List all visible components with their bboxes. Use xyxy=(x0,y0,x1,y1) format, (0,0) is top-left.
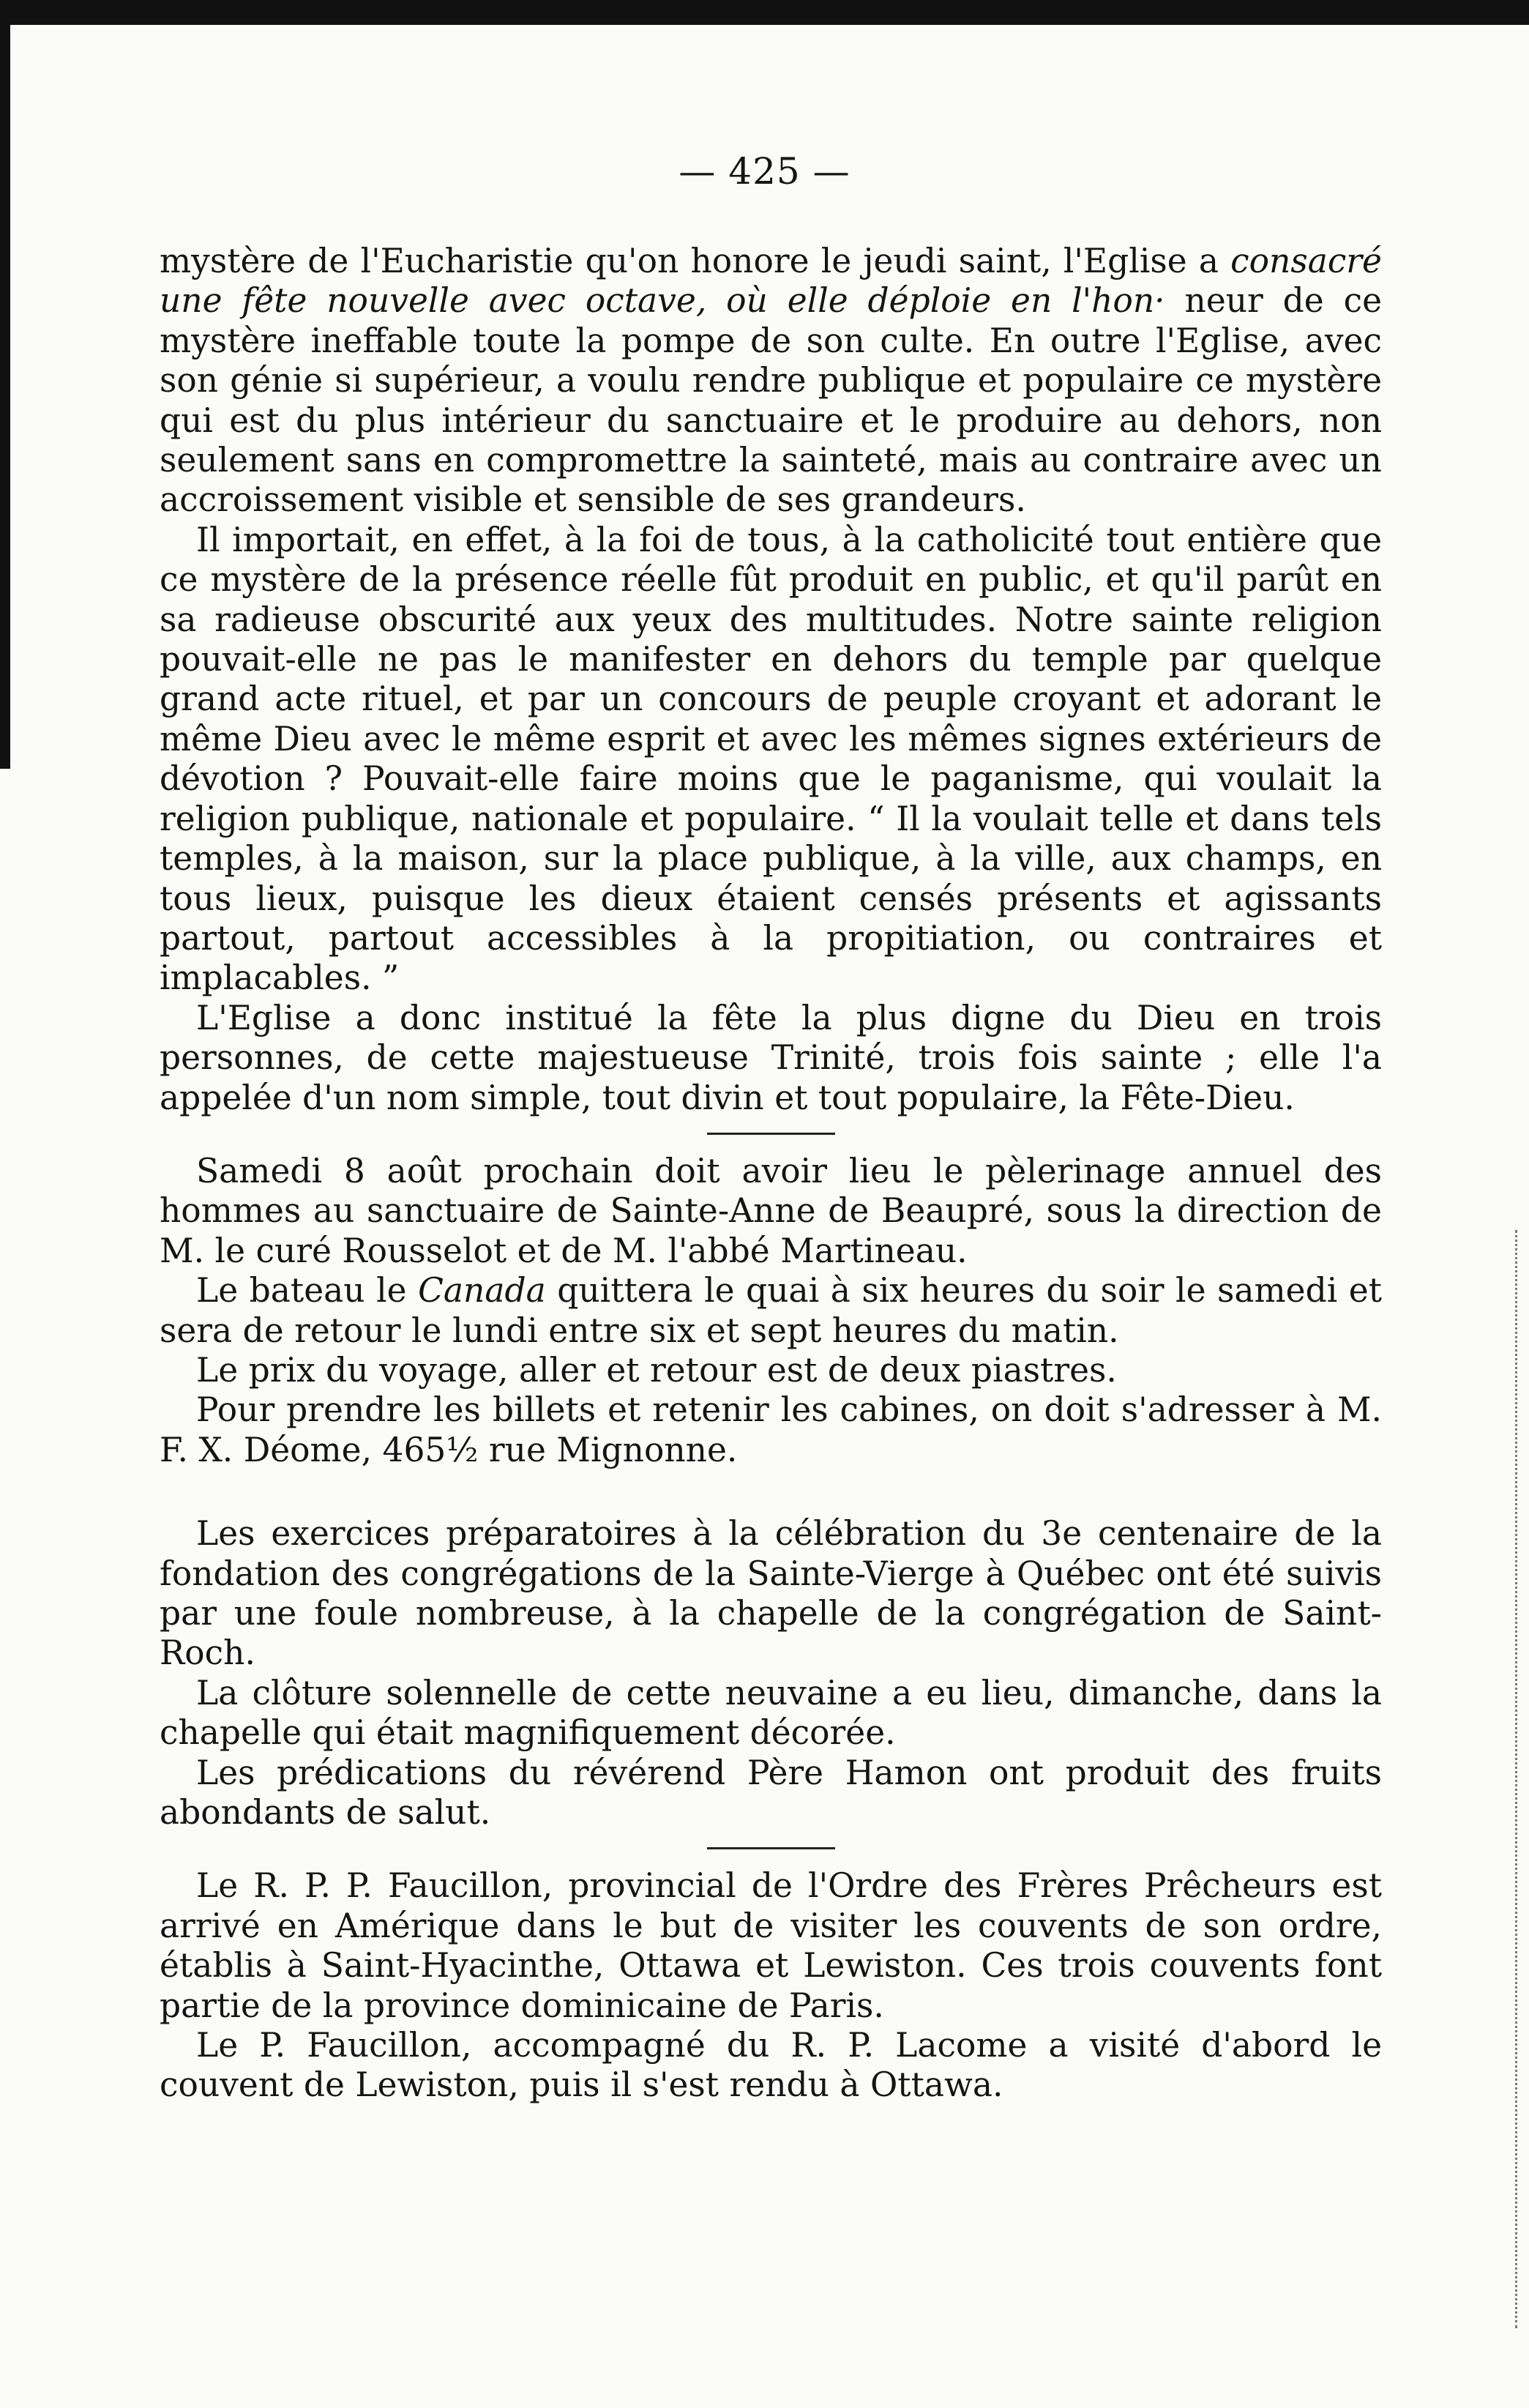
paragraph-lewiston: Le P. Faucillon, accompagné du R. P. Lacome a visité d'abord le couvent de Lewiston, puis il s'est rendu à Ottawa. xyxy=(160,2026,1382,2105)
paragraph-importait: Il importait, en effet, à la foi de tous, à la catholicité tout entière que ce mystère de la présence réelle fût produit en public, et qu'il parût en sa radieuse obscurité aux yeux des multitudes. Notre sainte religion pouvait-elle ne pas le manifester en dehors du temple par quelque grand acte rituel, et par un concours de peuple croyant et adorant le même Dieu avec le même esprit et avec les mêmes signes extérieurs de dévotion ? Pouvait-elle faire moins que le paganisme, qui voulait la religion publique, nationale et populaire. “ Il la voulait telle et dans tels temples, à la maison, sur la place publique, à la ville, aux champs, en tous lieux, puisque les dieux étaient censés présents et agissants partout, partout accessibles à la propitiation, ou contraires et implacables. ” xyxy=(160,520,1382,998)
scan-top-edge xyxy=(0,0,1529,25)
section-divider xyxy=(707,1847,835,1849)
paragraph-cloture: La clôture solennelle de cette neuvaine a eu lieu, dimanche, dans la chapelle qui était magnifiquement décorée. xyxy=(160,1673,1382,1753)
ship-name: Canada xyxy=(418,1271,546,1311)
scan-right-edge-marks xyxy=(1511,1230,1517,2328)
paragraph-text: neur de ce mystère ineffable toute la pompe de son culte. En outre l'Eglise, avec son génie si supérieur, a voulu rendre publique et populaire ce mystère qui est du plus intérieur du sanctuaire et le produire au dehors, non seulement sans en compromettre la sainteté, mais au contraire avec un accroissement visible et sensible de ses grandeurs. xyxy=(160,281,1382,520)
body-text xyxy=(160,242,1382,2106)
paragraph-billets: Pour prendre les billets et retenir les cabines, on doit s'adresser à M. F. X. Déome, 465½ rue Mignonne. xyxy=(160,1390,1382,1469)
paragraph-predications: Les prédications du révérend Père Hamon ont produit des fruits abondants de salut. xyxy=(160,1753,1382,1833)
paragraph-pelerinage: Samedi 8 août prochain doit avoir lieu le pèlerinage annuel des hommes au sanctuaire de Sainte-Anne de Beaupré, sous la direction de M. le curé Rousselot et de M. l'abbé Martineau. xyxy=(160,1151,1382,1270)
paragraph-fete-dieu: L'Eglise a donc institué la fête la plus digne du Dieu en trois personnes, de cette majestueuse Trinité, trois fois sainte ; elle l'a appelée d'un nom simple, tout divin et tout populaire, la Fête-Dieu. xyxy=(160,998,1382,1117)
paragraph-prix: Le prix du voyage, aller et retour est de deux piastres. xyxy=(196,1350,1117,1390)
paragraph-text: mystère de l'Eucharistie qu'on honore le jeudi saint, l'Eglise a xyxy=(160,242,1231,280)
scan-left-edge xyxy=(0,0,10,769)
paragraph-bateau xyxy=(160,1271,1382,1351)
paragraph-faucillon: Le R. P. P. Faucillon, provincial de l'Ordre des Frères Prêcheurs est arrivé en Amérique dans le but de visiter les couvents de son ordre, établis à Saint-Hyacinthe, Ottawa et Lewiston. Ces trois couvents font partie de la province dominicaine de Paris. xyxy=(160,1866,1382,2025)
italic-text: consacré une fête nouvelle avec octave, où elle déploie en l'hon· xyxy=(160,242,1382,321)
paragraph-exercices: Les exercices préparatoires à la célébration du 3e centenaire de la fondation des congrégations de la Sainte-Vierge à Québec ont été suivis par une foule nombreuse, à la chapelle de la congrégation de Saint-Roch. xyxy=(160,1514,1382,1673)
page-number: — 425 — xyxy=(678,150,851,193)
paragraph-text: Le bateau le xyxy=(196,1271,419,1311)
section-divider xyxy=(707,1133,835,1135)
paragraph-eucharistie xyxy=(160,242,1382,521)
section-spacer xyxy=(160,1470,1382,1480)
paragraph-text: quittera le quai à six heures du soir le samedi et sera de retour le lundi entre six et sept heures du matin. xyxy=(160,1271,1382,1350)
